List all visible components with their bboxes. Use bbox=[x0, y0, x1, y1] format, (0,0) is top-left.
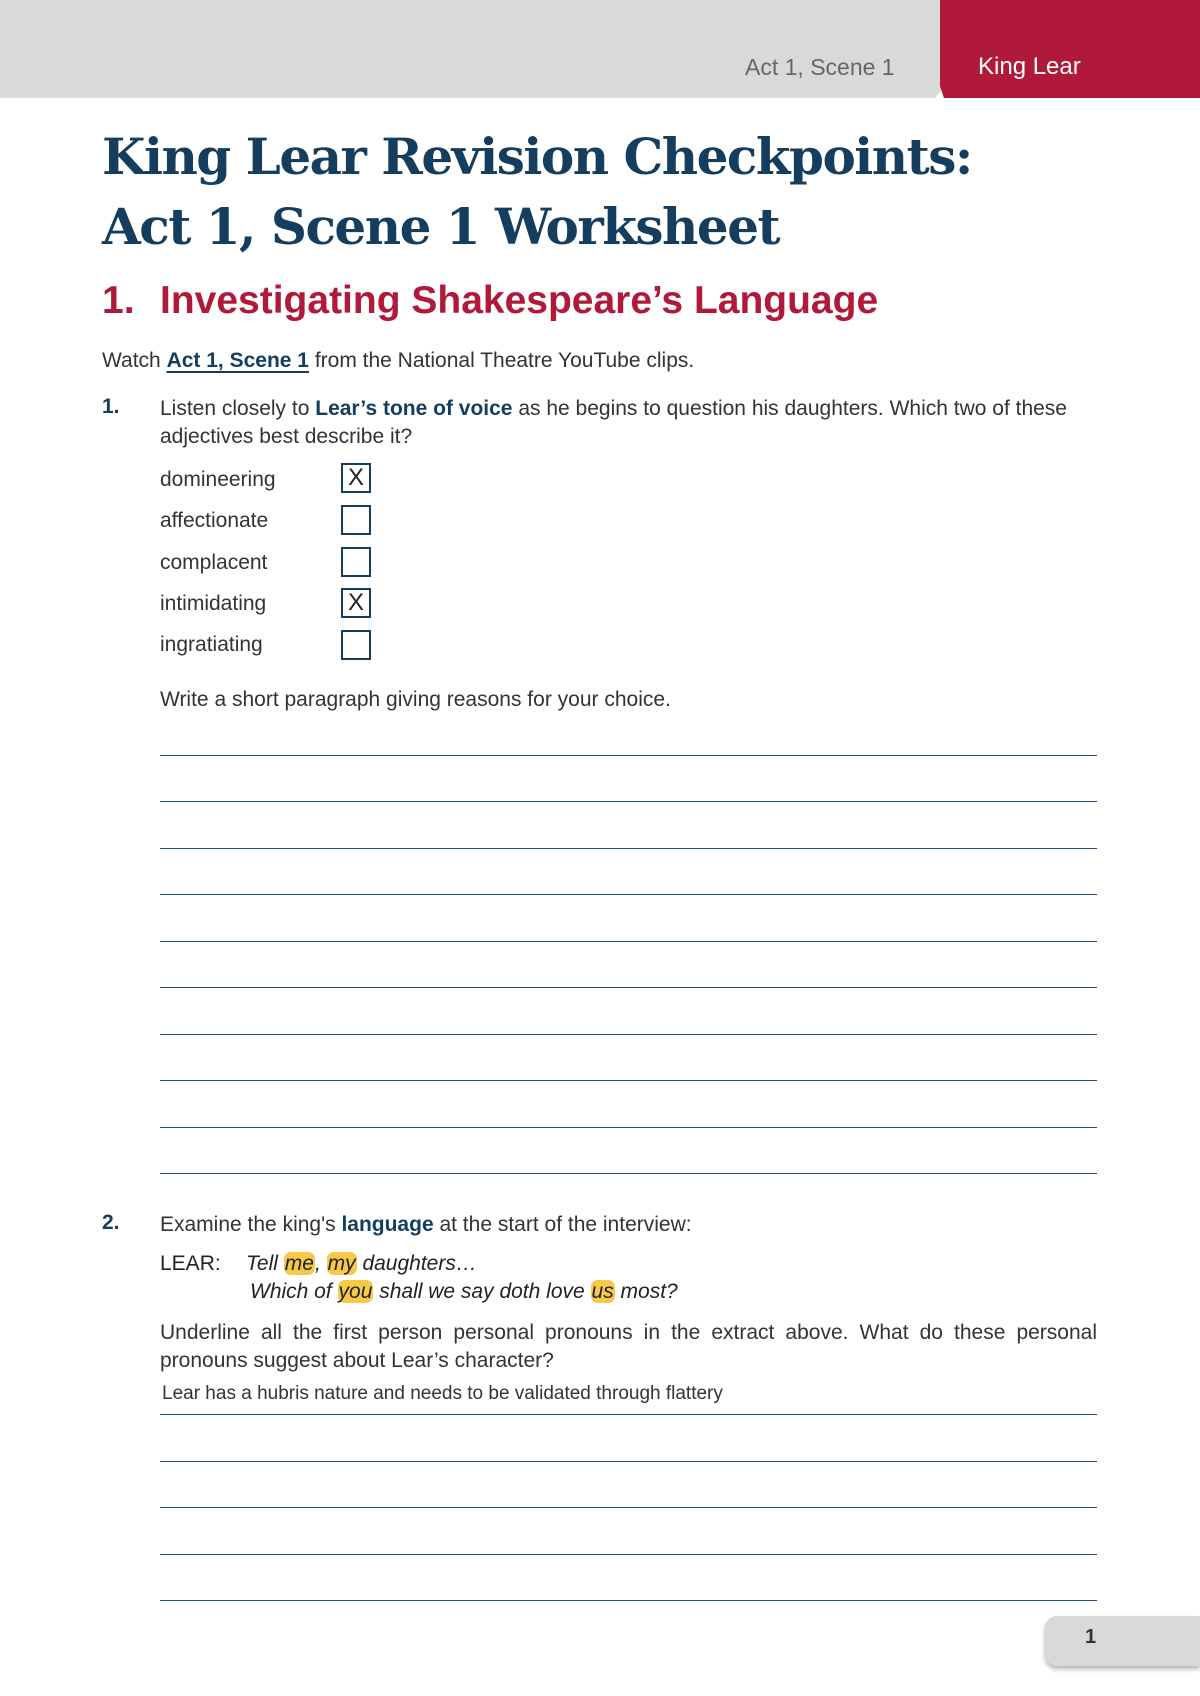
checkbox-ingratiating[interactable] bbox=[341, 630, 371, 660]
highlighted-pronoun: me bbox=[284, 1252, 314, 1275]
answer-line[interactable] bbox=[160, 1414, 1097, 1415]
page-number-tab bbox=[1045, 1616, 1200, 1666]
header-book-label: King Lear bbox=[978, 53, 1081, 80]
header-band bbox=[0, 0, 945, 98]
answer-line[interactable] bbox=[160, 848, 1097, 849]
checkbox-domineering[interactable]: X bbox=[341, 463, 371, 493]
question2-number: 2. bbox=[102, 1211, 120, 1234]
answer-line[interactable] bbox=[160, 1080, 1097, 1081]
section-heading bbox=[102, 279, 878, 323]
q1-after: as he begins to question his daughters. Which two of these adjectives best describe it? bbox=[160, 397, 1067, 448]
video-link[interactable]: Act 1, Scene 1 bbox=[166, 349, 309, 372]
answer-line[interactable] bbox=[160, 941, 1097, 942]
handwritten-answer: Lear has a hubris nature and needs to be validated through flattery bbox=[162, 1383, 723, 1404]
highlighted-pronoun: my bbox=[327, 1252, 356, 1275]
question2-text bbox=[160, 1211, 692, 1239]
intro-text bbox=[102, 347, 694, 375]
answer-line[interactable] bbox=[160, 987, 1097, 988]
extract-word: , bbox=[314, 1252, 327, 1275]
q1-before: Listen closely to bbox=[160, 397, 316, 420]
intro-after: from the National Theatre YouTube clips. bbox=[308, 349, 695, 372]
answer-line[interactable] bbox=[160, 801, 1097, 802]
option-label-domineering: domineering bbox=[160, 468, 276, 491]
answer-line[interactable] bbox=[160, 1600, 1097, 1601]
section-title: Investigating Shakespeare’s Language bbox=[160, 279, 879, 322]
checkbox-intimidating[interactable]: X bbox=[341, 588, 371, 618]
extract-word: Which of bbox=[250, 1280, 338, 1303]
q1-keyword: Lear’s tone of voice bbox=[315, 397, 513, 420]
extract-word: Tell bbox=[246, 1252, 284, 1275]
extract-speaker: LEAR: bbox=[160, 1252, 221, 1275]
extract-word: daughters… bbox=[356, 1252, 477, 1275]
option-label-ingratiating: ingratiating bbox=[160, 633, 263, 656]
intro-before: Watch bbox=[102, 349, 167, 372]
q2-after: at the start of the interview: bbox=[433, 1213, 692, 1236]
checkbox-affectionate[interactable] bbox=[341, 505, 371, 535]
highlighted-pronoun: us bbox=[591, 1280, 614, 1303]
answer-line[interactable] bbox=[160, 1507, 1097, 1508]
section-number: 1. bbox=[102, 279, 135, 322]
option-label-intimidating: intimidating bbox=[160, 592, 267, 615]
question2-instruction: Underline all the first person personal pronouns in the extract above. What do these personal pronouns suggest about Lear’s character? bbox=[160, 1321, 1097, 1372]
checkbox-complacent[interactable] bbox=[341, 547, 371, 577]
q2-keyword: language bbox=[341, 1213, 434, 1236]
question1-text bbox=[160, 395, 1100, 451]
answer-line[interactable] bbox=[160, 1554, 1097, 1555]
extract-line-2 bbox=[250, 1278, 678, 1306]
answer-line[interactable] bbox=[160, 1127, 1097, 1128]
question1-number: 1. bbox=[102, 395, 120, 418]
header-scene-label: Act 1, Scene 1 bbox=[745, 54, 895, 80]
question1-prompt: Write a short paragraph giving reasons for your choice. bbox=[160, 688, 671, 711]
answer-line[interactable] bbox=[160, 1461, 1097, 1462]
extract-word: shall we say doth love bbox=[373, 1280, 591, 1303]
book-tab bbox=[940, 0, 1200, 98]
answer-line[interactable] bbox=[160, 1173, 1097, 1174]
extract-line-1 bbox=[246, 1250, 477, 1278]
page-number: 1 bbox=[1085, 1626, 1097, 1648]
page-title-line2: Act 1, Scene 1 Worksheet bbox=[102, 197, 780, 256]
option-label-affectionate: affectionate bbox=[160, 509, 269, 532]
q2-before: Examine the king's bbox=[160, 1213, 342, 1236]
extract-word: most? bbox=[614, 1280, 678, 1303]
answer-line[interactable] bbox=[160, 894, 1097, 895]
page-title-line1: King Lear Revision Checkpoints: bbox=[102, 127, 972, 186]
highlighted-pronoun: you bbox=[338, 1280, 373, 1303]
option-label-complacent: complacent bbox=[160, 551, 268, 574]
answer-line[interactable] bbox=[160, 1034, 1097, 1035]
page-title bbox=[102, 122, 972, 262]
answer-line[interactable] bbox=[160, 755, 1097, 756]
